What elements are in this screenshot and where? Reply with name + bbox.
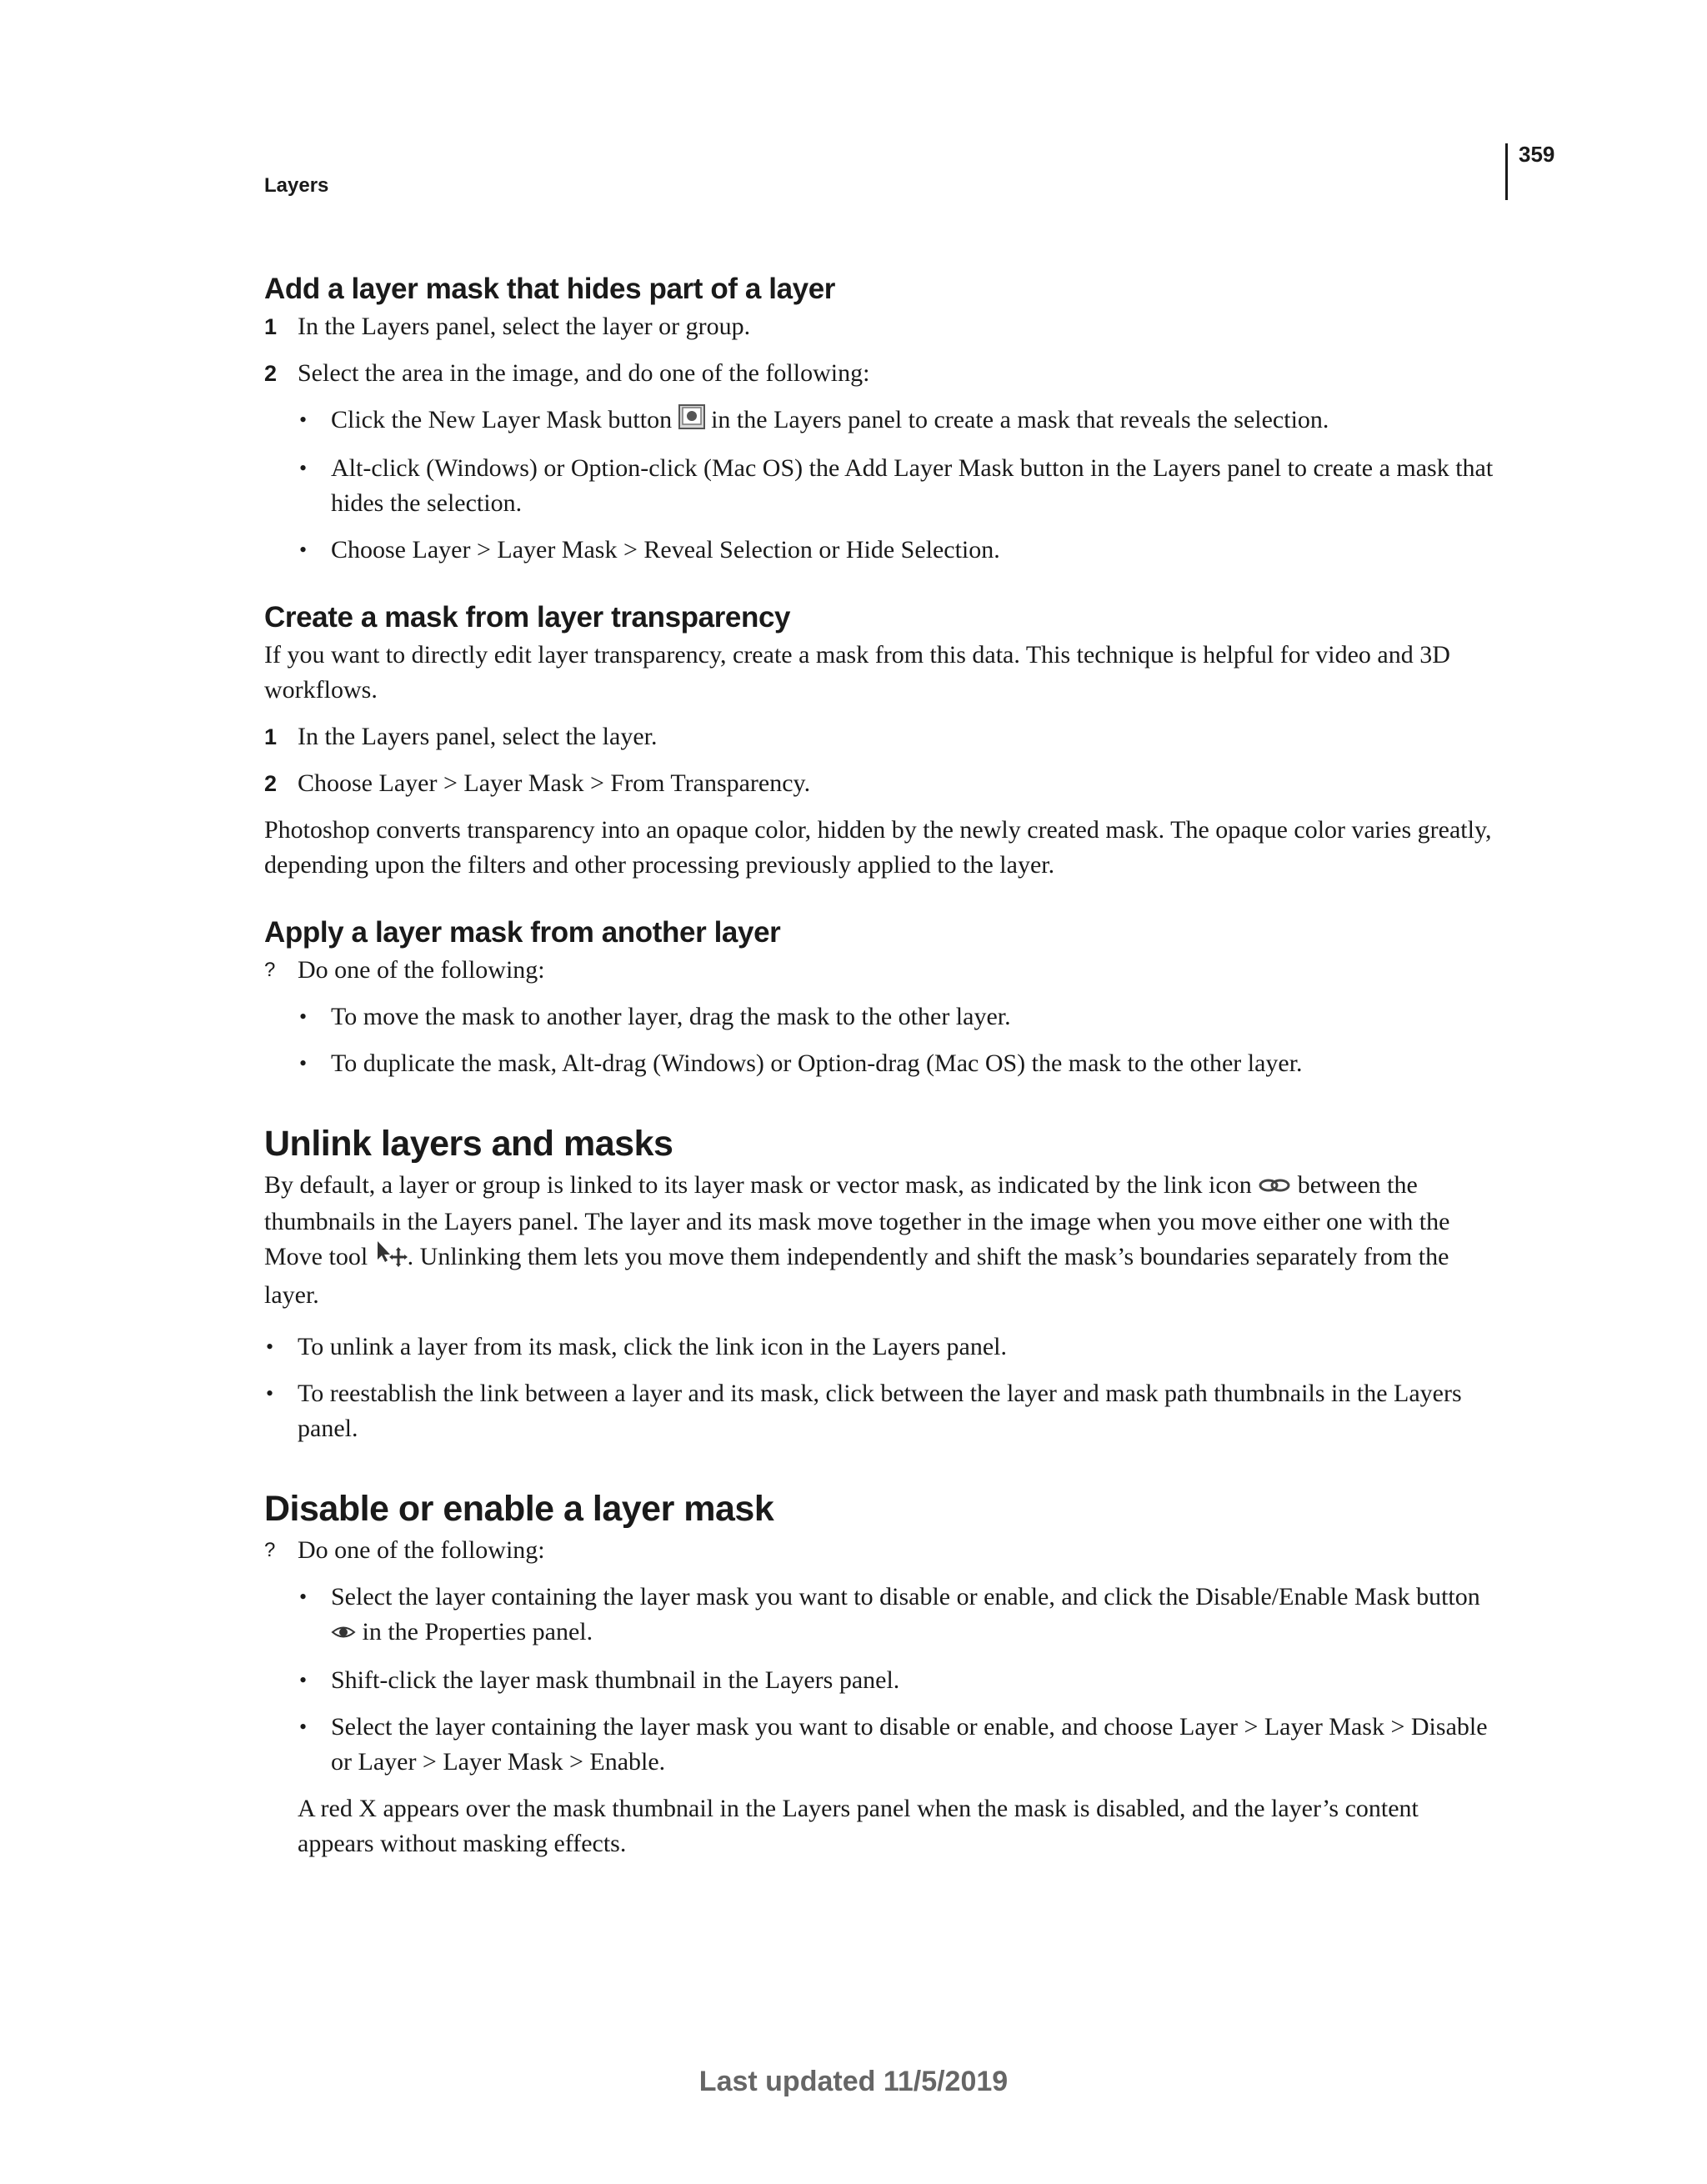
list-item [298, 1710, 1498, 1780]
bullet-text: Choose Layer > Layer Mask > Reveal Selection or Hide Selection. [331, 536, 1000, 564]
step-number: 1 [264, 314, 278, 339]
page-number: 359 [1519, 142, 1555, 167]
step-text: Choose Layer > Layer Mask > From Transparency. [298, 769, 811, 798]
paragraph-text: between the thumbnails in the Layers panel. The layer and its mask move together in the image when you move either one with the Move tool [264, 1171, 1450, 1271]
step-1 [264, 309, 1498, 344]
list-item [298, 1046, 1498, 1081]
list-item [298, 1663, 1498, 1698]
eye-icon [331, 1616, 356, 1651]
note-paragraph: A red X appears over the mask thumbnail in the Layers panel when the mask is disabled, and the layer’s content appears without masking effects. [298, 1795, 1419, 1858]
step-1 [264, 719, 1498, 754]
outro-paragraph: Photoshop converts transparency into an opaque color, hidden by the newly created mask. The opaque color varies greatly, depending upon the filters and other processing previously applied to the layer. [264, 816, 1492, 879]
step-number: 2 [264, 771, 278, 797]
section-title-from-transparency: Create a mask from layer transparency [264, 601, 791, 634]
list-item [264, 1376, 1498, 1446]
bullet-text: To unlink a layer from its mask, click the link icon in the Layers panel. [298, 1333, 1008, 1361]
step-text: Do one of the following: [298, 1536, 545, 1565]
step-any [264, 1533, 1498, 1568]
step-number: 2 [264, 361, 278, 386]
step-text: Select the area in the image, and do one of the following: [298, 359, 870, 387]
link-icon [1258, 1170, 1291, 1205]
section-title-add-mask: Add a layer mask that hides part of a layer [264, 273, 836, 305]
paragraph-text: By default, a layer or group is linked to its layer mask or vector mask, as indicated by the link icon [264, 1171, 1252, 1200]
bullet-text: To duplicate the mask, Alt-drag (Windows) or Option-drag (Mac OS) the mask to the other layer. [331, 1049, 1303, 1078]
list-item [264, 1330, 1498, 1365]
bullet-text: in the Properties panel. [362, 1618, 593, 1646]
running-head: Layers [264, 174, 329, 197]
step-text: In the Layers panel, select the layer. [298, 723, 658, 751]
step-marker: ? [264, 959, 276, 982]
bullet-text: in the Layers panel to create a mask that reveals the selection. [711, 406, 1329, 433]
step-marker: ? [264, 1539, 276, 1562]
step-text: Do one of the following: [298, 956, 545, 984]
move-tool-icon [374, 1240, 408, 1278]
list-item [298, 533, 1498, 568]
header-rule [1505, 143, 1508, 200]
step-any [264, 953, 1498, 988]
paragraph-text: . Unlinking them lets you move them independently and shift the mask’s boundaries separately from the layer. [264, 1243, 1449, 1310]
bullet-text: Shift-click the layer mask thumbnail in the Layers panel. [331, 1666, 900, 1695]
list-item [298, 403, 1498, 439]
bullet-text: Alt-click (Windows) or Option-click (Mac OS) the Add Layer Mask button in the Layers panel to create a mask that hides the selection. [331, 454, 1494, 518]
step-number: 1 [264, 724, 278, 750]
list-item [298, 1580, 1498, 1651]
bullet-text: To reestablish the link between a layer and its mask, click between the layer and mask path thumbnails in the Layers panel. [298, 1380, 1462, 1443]
list-item [298, 999, 1498, 1034]
unlink-paragraph [264, 1168, 1498, 1313]
bullet-text: Select the layer containing the layer mask you want to disable or enable, and choose Layer > Layer Mask > Disable or Layer > Layer Mask > Enable. [331, 1713, 1488, 1776]
page-content [264, 269, 1498, 1861]
bullet-text: Click the New Layer Mask button [331, 406, 673, 433]
step-2 [264, 766, 1498, 801]
footer-last-updated: Last updated 11/5/2019 [698, 2066, 1009, 2097]
section-title-disable: Disable or enable a layer mask [264, 1489, 774, 1530]
bullet-text: To move the mask to another layer, drag the mask to the other layer. [331, 1003, 1011, 1031]
section-title-unlink: Unlink layers and masks [264, 1124, 673, 1165]
list-item [298, 451, 1498, 521]
step-text: In the Layers panel, select the layer or group. [298, 313, 751, 340]
bullet-text: Select the layer containing the layer mask you want to disable or enable, and click the Disable/Enable Mask button [331, 1583, 1480, 1611]
layer-mask-button-icon [678, 404, 705, 439]
section-title-apply-mask: Apply a layer mask from another layer [264, 916, 781, 949]
intro-paragraph: If you want to directly edit layer transparency, create a mask from this data. This technique is helpful for video and 3D workflows. [264, 641, 1450, 704]
step-2 [264, 356, 1498, 391]
